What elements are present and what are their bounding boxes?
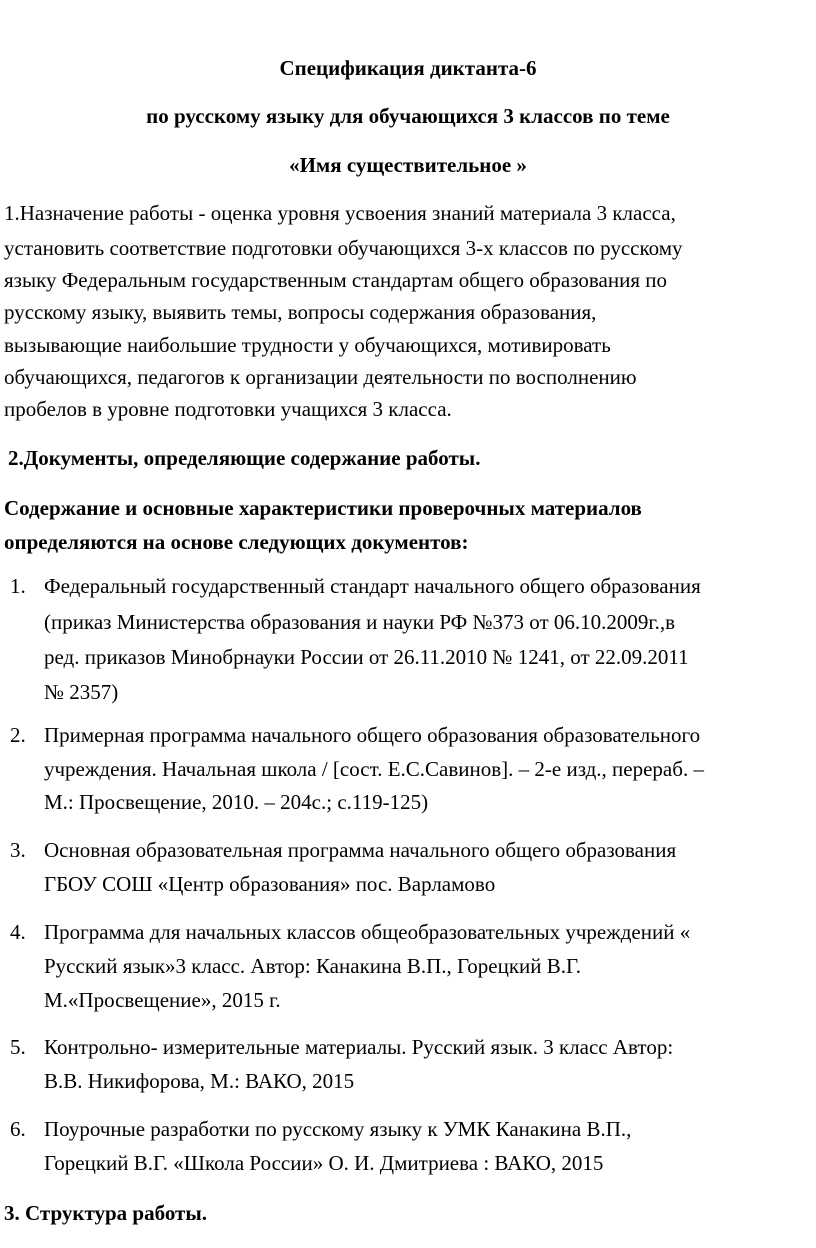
list-item-line: В.В. Никифорова, М.: ВАКО, 2015 — [44, 1069, 355, 1093]
list-item-number: 6. — [10, 1117, 26, 1141]
list-item-line: ред. приказов Минобрнауки России от 26.11.2010 № 1241, от 22.09.2011 — [44, 645, 689, 669]
list-item-line: М.«Просвещение», 2015 г. — [44, 988, 281, 1012]
paragraph-line: пробелов в уровне подготовки учащихся 3 класса. — [4, 397, 452, 421]
list-item-line: Контрольно- измерительные материалы. Русский язык. 3 класс Автор: — [44, 1035, 674, 1059]
paragraph-line: русскому языку, выявить темы, вопросы содержания образования, — [4, 300, 597, 324]
list-item-line: ГБОУ СОШ «Центр образования» пос. Варламово — [44, 872, 496, 896]
paragraph-line: языку Федеральным государственным стандартам общего образования по — [4, 268, 667, 292]
list-item-line: Русский язык»3 класс. Автор: Канакина В.П., Горецкий В.Г. — [44, 954, 582, 978]
list-item-number: 5. — [10, 1035, 26, 1059]
list-item-line: (приказ Министерства образования и науки РФ №373 от 06.10.2009г.,в — [44, 610, 676, 634]
list-item-number: 2. — [10, 723, 26, 747]
list-item-line: Поурочные разработки по русскому языку к УМК Канакина В.П., — [44, 1117, 632, 1141]
list-item-line: Основная образовательная программа начального общего образования — [44, 838, 677, 862]
paragraph-line: установить соответствие подготовки обучающихся 3-х классов по русскому — [4, 236, 683, 260]
paragraph-line: вызывающие наибольшие трудности у обучающихся, мотивировать — [4, 333, 611, 357]
paragraph-line: 1.Назначение работы - оценка уровня усвоения знаний материала 3 класса, — [4, 201, 676, 225]
document-topic: «Имя существительное » — [289, 153, 527, 177]
list-item-number: 4. — [10, 920, 26, 944]
list-item-number: 3. — [10, 838, 26, 862]
list-item-line: № 2357) — [44, 680, 119, 704]
list-item-line: М.: Просвещение, 2010. – 204с.; с.119-125) — [44, 790, 429, 814]
documents-intro-line: Содержание и основные характеристики проверочных материалов — [4, 496, 642, 520]
list-item-line: Федеральный государственный стандарт начального общего образования — [44, 574, 701, 598]
list-item-line: учреждения. Начальная школа / [сост. Е.С.Савинов]. – 2-е изд., перераб. – — [44, 757, 704, 781]
document-subtitle: по русскому языку для обучающихся 3 классов по теме — [146, 104, 670, 128]
list-item-line: Горецкий В.Г. «Школа России» О. И. Дмитриева : ВАКО, 2015 — [44, 1151, 604, 1175]
section-heading-documents: 2.Документы, определяющие содержание работы. — [8, 446, 481, 470]
paragraph-line: обучающихся, педагогов к организации деятельности по восполнению — [4, 365, 637, 389]
list-item-line: Примерная программа начального общего образования образовательного — [44, 723, 701, 747]
section-heading-structure: 3. Структура работы. — [4, 1201, 208, 1225]
document-title: Спецификация диктанта-6 — [279, 56, 537, 80]
list-item-number: 1. — [10, 574, 26, 598]
documents-intro-line: определяются на основе следующих документов: — [4, 530, 469, 554]
list-item-line: Программа для начальных классов общеобразовательных учреждений « — [44, 920, 691, 944]
